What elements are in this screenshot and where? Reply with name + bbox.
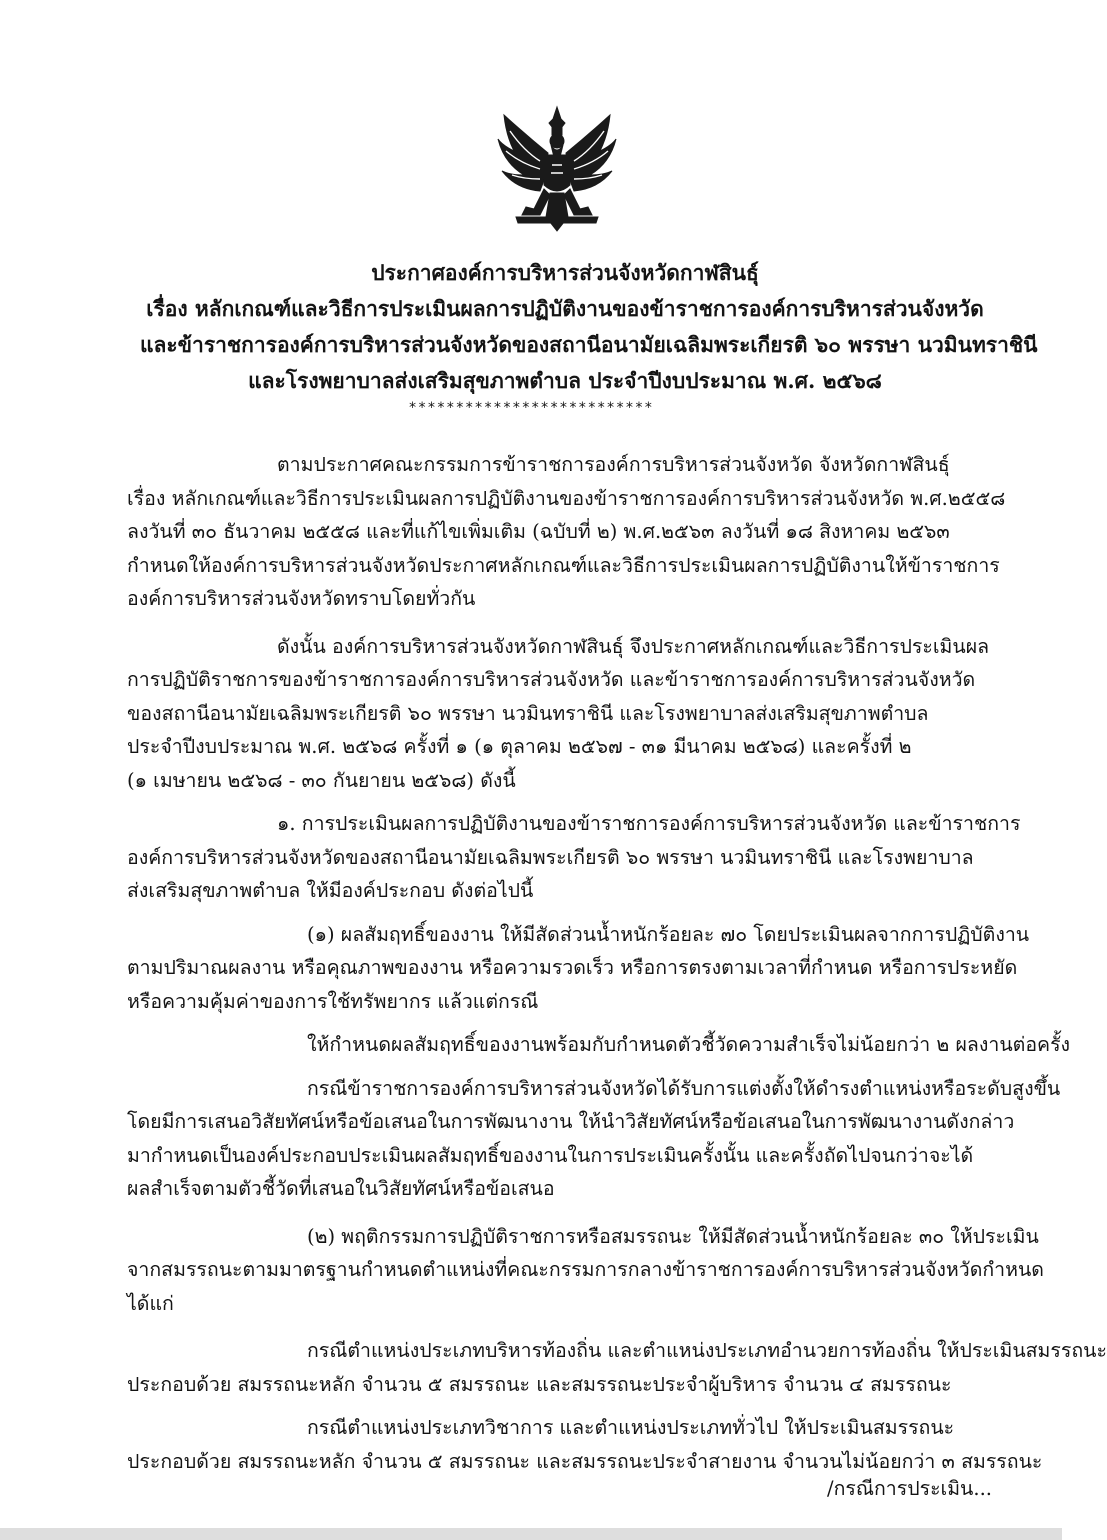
paragraph-6 (127, 1072, 1061, 1206)
text-line: โดยมีการเสนอวิสัยทัศน์หรือข้อเสนอในการพัฒนางาน ให้นำวิสัยทัศน์หรือข้อเสนอในการพัฒนางานดังกล่าว (127, 1110, 1015, 1133)
text-line: องค์การบริหารส่วนจังหวัดทราบโดยทั่วกัน (127, 587, 476, 610)
page-bottom-edge (0, 1528, 1062, 1540)
text-line: ตามประกาศคณะกรรมการข้าราชการองค์การบริหารส่วนจังหวัด จังหวัดกาฬสินธุ์ (277, 453, 950, 476)
text-line: ได้แก่ (127, 1291, 174, 1315)
text-line: กำหนดให้องค์การบริหารส่วนจังหวัดประกาศหลักเกณฑ์และวิธีการประเมินผลการปฏิบัติงานให้ข้าราชการ (127, 553, 1000, 577)
text-line: ๑. การประเมินผลการปฏิบัติงานของข้าราชการองค์การบริหารส่วนจังหวัด และข้าราชการ (277, 812, 1021, 835)
text-line: การปฏิบัติราชการของข้าราชการองค์การบริหารส่วนจังหวัด และข้าราชการองค์การบริหารส่วนจังหวัด (127, 668, 976, 691)
text-line: ให้กำหนดผลสัมฤทธิ์ของงานพร้อมกับกำหนดตัวชี้วัดความสำเร็จไม่น้อยกว่า ๒ ผลงานต่อครั้ง (307, 1033, 1071, 1056)
paragraph-2 (127, 630, 997, 798)
text-line: ดังนั้น องค์การบริหารส่วนจังหวัดกาฬสินธุ์ จึงประกาศหลักเกณฑ์และวิธีการประเมินผล (277, 634, 990, 658)
text-line: ลงวันที่ ๓๐ ธันวาคม ๒๕๕๘ และที่แก้ไขเพิ่มเติม (ฉบับที่ ๒) พ.ศ.๒๕๖๓ ลงวันที่ ๑๘ สิงหาคม ๒๕๖๓ (127, 520, 950, 543)
text-line: (๑) ผลสัมฤทธิ์ของงาน ให้มีสัดส่วนน้ำหนักร้อยละ ๗๐ โดยประเมินผลจากการปฏิบัติงาน (307, 922, 1030, 946)
paragraph-1 (127, 448, 1006, 616)
text-line: กรณีข้าราชการองค์การบริหารส่วนจังหวัดได้รับการแต่งตั้งให้ดำรงตำแหน่งหรือระดับสูงขึ้น (307, 1076, 1061, 1100)
text-line: ผลสำเร็จตามตัวชี้วัดที่เสนอในวิสัยทัศน์หรือข้อเสนอ (127, 1177, 555, 1200)
paragraph-3 (127, 807, 1021, 908)
text-line: ประจำปีงบประมาณ พ.ศ. ๒๕๖๘ ครั้งที่ ๑ (๑ ตุลาคม ๒๕๖๗ - ๓๑ มีนาคม ๒๕๖๘) และครั้งที่ ๒ (127, 735, 912, 758)
paragraph-5 (127, 1028, 1071, 1062)
text-line: (๒) พฤติกรรมการปฏิบัติราชการหรือสมรรถนะ ให้มีสัดส่วนน้ำหนักร้อยละ ๓๐ ให้ประเมิน (307, 1224, 1039, 1248)
header-title: ประกาศองค์การบริหารส่วนจังหวัดกาฬสินธุ์ (371, 260, 759, 285)
paragraph-9 (127, 1411, 1043, 1478)
header-separator: ************************** (408, 400, 654, 416)
text-line: (๑ เมษายน ๒๕๖๘ - ๓๐ กันยายน ๒๕๖๘) ดังนี้ (127, 768, 516, 792)
text-line: หรือความคุ้มค่าของการใช้ทรัพยากร แล้วแต่กรณี (127, 989, 539, 1013)
paragraph-8 (127, 1334, 1107, 1401)
announcement-header (140, 255, 1038, 399)
garuda-emblem-icon (496, 105, 618, 235)
document-body (127, 448, 1107, 1478)
paragraph-4 (127, 918, 1030, 1019)
text-line: ประกอบด้วย สมรรถนะหลัก จำนวน ๕ สมรรถนะ และสมรรถนะประจำสายงาน จำนวนไม่น้อยกว่า ๓ สมรรถนะ (127, 1449, 1043, 1473)
text-line: มากำหนดเป็นองค์ประกอบประเมินผลสัมฤทธิ์ของงานในการประเมินครั้งนั้น และครั้งถัดไปจนกว่าจะได้ (127, 1143, 974, 1167)
text-line: กรณีตำแหน่งประเภทบริหารท้องถิ่น และตำแหน่งประเภทอำนวยการท้องถิ่น ให้ประเมินสมรรถนะ (307, 1339, 1107, 1362)
text-line: ส่งเสริมสุขภาพตำบล ให้มีองค์ประกอบ ดังต่อไปนี้ (127, 879, 534, 902)
text-line: จากสมรรถนะตามมาตรฐานกำหนดตำแหน่งที่คณะกรรมการกลางข้าราชการองค์การบริหารส่วนจังหวัดกำหนด (127, 1258, 1044, 1281)
header-subject-line-2: และข้าราชการองค์การบริหารส่วนจังหวัดของสถานีอนามัยเฉลิมพระเกียรติ ๖๐ พรรษา นวมินทราชินี (140, 332, 1038, 357)
text-line: ประกอบด้วย สมรรถนะหลัก จำนวน ๕ สมรรถนะ และสมรรถนะประจำผู้บริหาร จำนวน ๔ สมรรถนะ (127, 1372, 952, 1396)
text-line: องค์การบริหารส่วนจังหวัดของสถานีอนามัยเฉลิมพระเกียรติ ๖๐ พรรษา นวมินทราชินี และโรงพยาบาล (127, 845, 974, 869)
page-continuation-note: /กรณีการประเมิน... (827, 1477, 992, 1500)
paragraph-7 (127, 1220, 1044, 1321)
text-line: เรื่อง หลักเกณฑ์และวิธีการประเมินผลการปฏิบัติงานของข้าราชการองค์การบริหารส่วนจังหวัด พ.ศ.๒๕๕๘ (127, 486, 1006, 510)
header-subject-line-1: เรื่อง หลักเกณฑ์และวิธีการประเมินผลการปฏิบัติงานของข้าราชการองค์การบริหารส่วนจังหวัด (146, 296, 984, 321)
text-line: ของสถานีอนามัยเฉลิมพระเกียรติ ๖๐ พรรษา นวมินทราชินี และโรงพยาบาลส่งเสริมสุขภาพตำบล (127, 701, 929, 725)
text-line: ตามปริมาณผลงาน หรือคุณภาพของงาน หรือความรวดเร็ว หรือการตรงตามเวลาที่กำหนด หรือการประหยัด (127, 956, 1018, 979)
header-subject-line-3: และโรงพยาบาลส่งเสริมสุขภาพตำบล ประจำปีงบประมาณ พ.ศ. ๒๕๖๘ (248, 368, 882, 393)
text-line: กรณีตำแหน่งประเภทวิชาการ และตำแหน่งประเภททั่วไป ให้ประเมินสมรรถนะ (307, 1416, 955, 1439)
